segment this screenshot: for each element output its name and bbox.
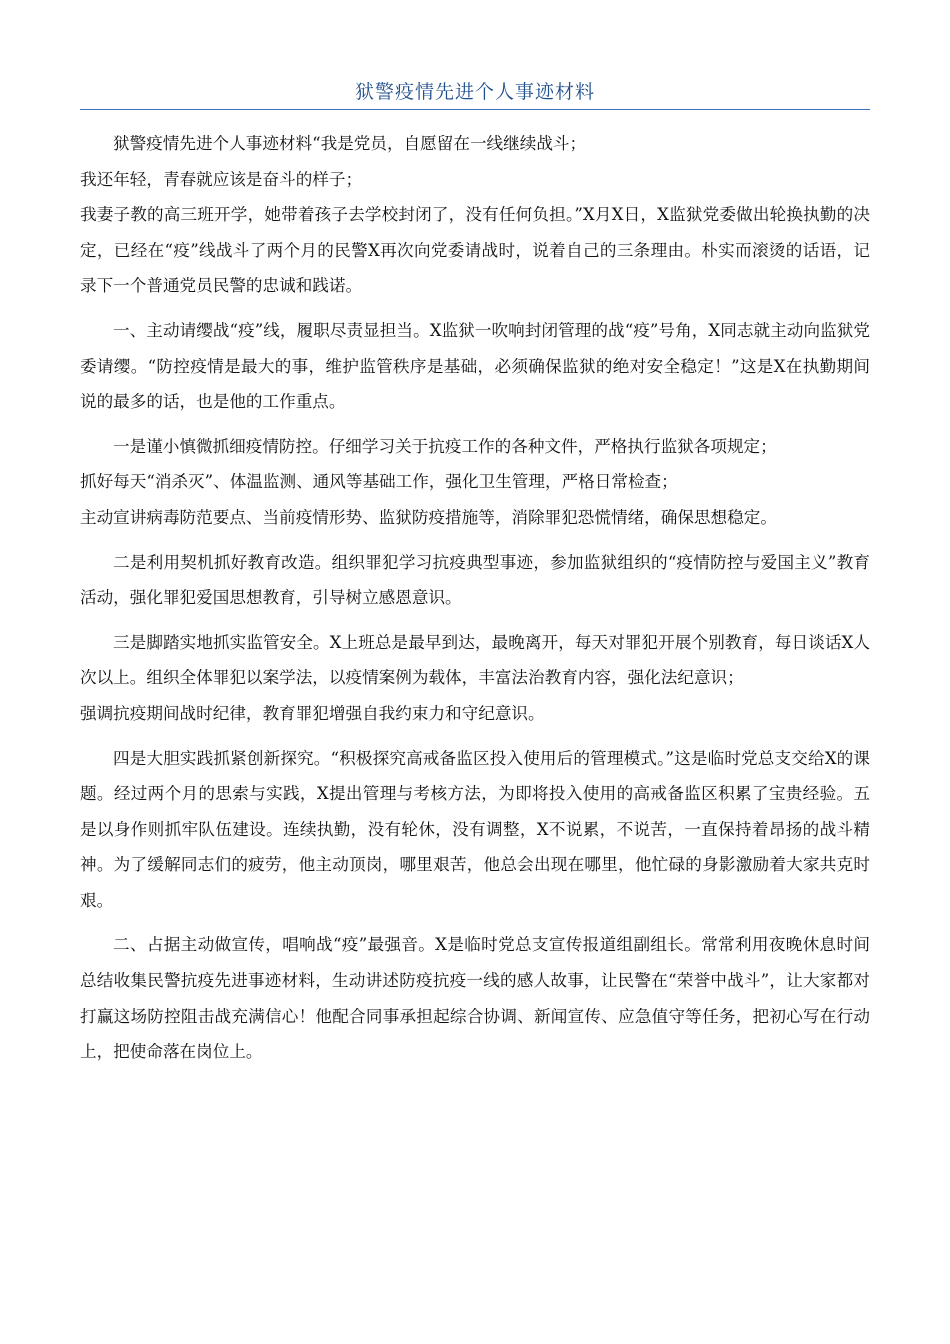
paragraph: 一、主动请缨战“疫”线，履职尽责显担当。X监狱一吹响封闭管理的战“疫”号角，X同志就主动向监狱党委请缨。“防控疫情是最大的事，维护监管秩序是基础，必须确保监狱的绝对安全稳定！”这是X在执勤期间说的最多的话，也是他的工作重点。	[80, 320, 870, 412]
paragraph: 二是利用契机抓好教育改造。组织罪犯学习抗疫典型事迹，参加监狱组织的“疫情防控与爱国主义”教育活动，强化罪犯爱国思想教育，引导树立感恩意识。	[80, 552, 870, 608]
paragraph: 抓好每天“消杀灭”、体温监测、通风等基础工作，强化卫生管理，严格日常检查；	[80, 472, 678, 492]
paragraph: 狱警疫情先进个人事迹材料“我是党员，自愿留在一线继续战斗；	[113, 134, 587, 153]
paragraph: 一是谨小慎微抓细疫情防控。仔细学习关于抗疫工作的各种文件，严格执行监狱各项规定；	[113, 436, 777, 456]
document-page	[80, 78, 870, 1070]
paragraph: 四是大胆实践抓紧创新探究。“积极探究高戒备监区投入使用后的管理模式。”这是临时党总支交给X的课题。经过两个月的思索与实践，X提出管理与考核方法，为即将投入使用的高戒备监区积累了宝贵经验。五是以身作则抓牢队伍建设。连续执勤，没有轮休，没有调整，X不说累，不说苦，一直保持着昂扬的战斗精神。为了缓解同志们的疲劳，他主动顶岗，哪里艰苦，他总会出现在哪里，他忙碌的身影激励着大家共克时艰。	[80, 748, 870, 910]
document-title: 狱警疫情先进个人事迹材料	[354, 81, 595, 103]
paragraph: 强调抗疫期间战时纪律，教育罪犯增强自我约束力和守纪意识。	[80, 703, 545, 723]
paragraph: 主动宣讲病毒防范要点、当前疫情形势、监狱防疫措施等，消除罪犯恐慌情绪，确保思想稳定。	[80, 507, 777, 527]
paragraph: 二、占据主动做宣传，唱响战“疫”最强音。X是临时党总支宣传报道组副组长。常常利用夜晚休息时间总结收集民警抗疫先进事迹材料，生动讲述防疫抗疫一线的感人故事，让民警在“荣誉中战斗”，让大家都对打赢这场防控阻击战充满信心！他配合同事承担起综合协调、新闻宣传、应急值守等任务，把初心写在行动上，把使命落在岗位上。	[80, 935, 870, 1062]
paragraph: 我妻子教的高三班开学，她带着孩子去学校封闭了，没有任何负担。”X月X日，X监狱党委做出轮换执勤的决定，已经在“疫”线战斗了两个月的民警X再次向党委请战时，说着自己的三条理由。朴实而滚烫的话语，记录下一个普通党员民警的忠诚和践诺。	[80, 205, 870, 296]
paragraph: 三是脚踏实地抓实监管安全。X上班总是最早到达，最晚离开，每天对罪犯开展个别教育，每日谈话X人次以上。组织全体罪犯以案学法，以疫情案例为载体，丰富法治教育内容，强化法纪意识；	[80, 632, 870, 688]
document-body	[80, 126, 870, 1070]
paragraph: 我还年轻，青春就应该是奋斗的样子；	[80, 169, 363, 189]
title-underline	[80, 109, 870, 110]
